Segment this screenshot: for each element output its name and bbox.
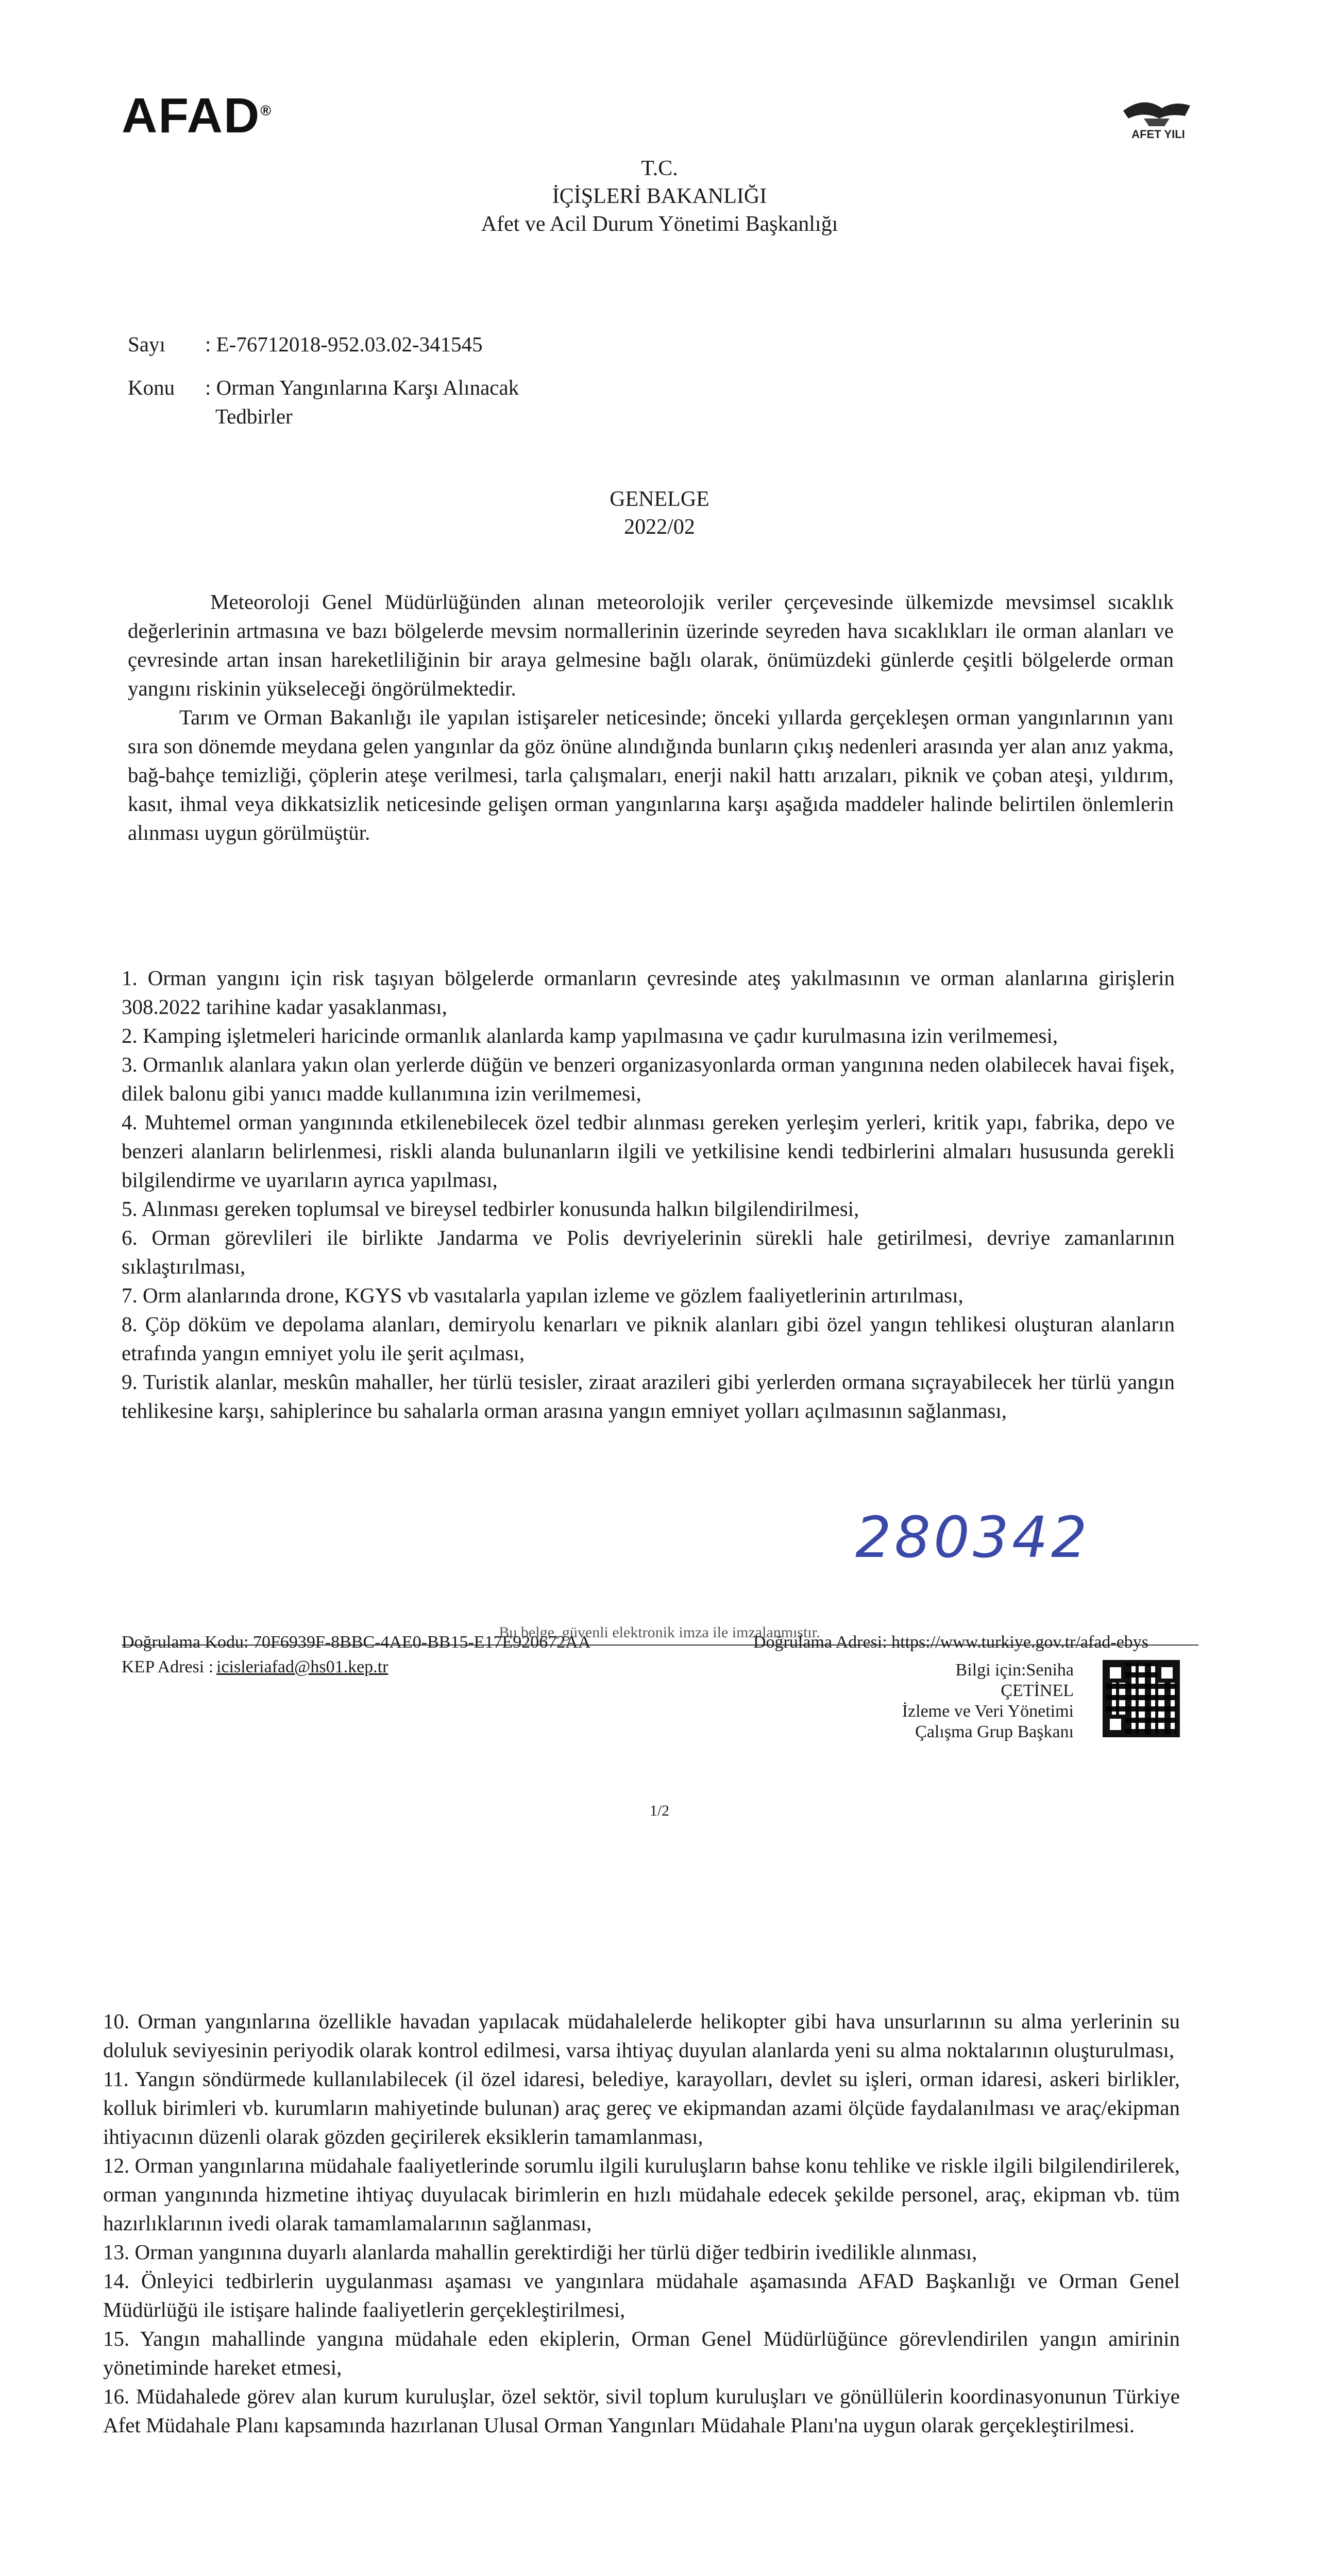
header-ministry: İÇİŞLERİ BAKANLIĞI <box>552 184 767 208</box>
afad-logo-text: AFAD <box>122 88 261 143</box>
emblem-icon <box>1113 90 1200 157</box>
list-item: 10. Orman yangınlarına özellikle havadan yapılacak müdahalelerde helikopter gibi hava unsurlarının su alma yerlerinin su doluluk seviyesinin periyodik olarak kontrol edilmesi, varsa ihtiyaç duyulan alanlarda yeni su alma noktalarının oluşturulması, <box>103 2009 1180 2062</box>
list-item: 6. Orman görevlileri ile birlikte Jandarma ve Polis devriyelerinin sürekli hale getirilmesi, devriye zamanlarının sıklaştırılması, <box>122 1226 1175 1278</box>
list-item: 11. Yangın söndürmede kullanılabilecek (il özel idaresi, belediye, karayolları, devlet su işleri, orman idaresi, askeri birlikler, kolluk birimleri vb. kurumların mahiyetinde bulunan) araç gereç ve ekipmandan azami ölçüde faydalanılması ve araç/ekipman ihtiyacının düzenli olarak gözden geçirilerek eksiklerin tamamlanması, <box>103 2067 1180 2148</box>
list-item: 13. Orman yangınına duyarlı alanlarda mahallin gerektirdiği her türlü diğer tedbirin ivedilikle alınması, <box>103 2240 977 2264</box>
header-department: Afet ve Acil Durum Yönetimi Başkanlığı <box>481 212 838 236</box>
konu-label: Konu <box>128 376 175 399</box>
list-item: 15. Yangın mahallinde yangına müdahale eden ekiplerin, Orman Genel Müdürlüğünce görevlendirilen yangın amirinin yönetiminde hareket etmesi, <box>103 2327 1180 2379</box>
intro-paragraph-1: Meteoroloji Genel Müdürlüğünden alınan meteorolojik veriler çerçevesinde ülkemizde mevsimsel sıcaklık değerlerinin artmasına ve bazı bölgelerde mevsim normallerinin üzerinde seyreden hava sıcaklıkları ile orman alanları ve çevresinde artan insan hareketliliğinin bir araya gelmesine bağlı olarak, önümüzdeki günlerde çeşitli bölgelerde orman yangını riskinin yükseleceği öngörülmektedir. <box>128 590 1174 700</box>
page-number: 1/2 <box>649 1802 670 1819</box>
konu-value-line2: Tedbirler <box>215 404 293 428</box>
contact-title: Çalışma Grup Başkanı <box>915 1722 1074 1741</box>
header-tc: T.C. <box>641 157 678 180</box>
list-item: 14. Önleyici tedbirlerin uygulanması aşaması ve yangınlara müdahale aşamasında AFAD Başkanlığı ve Orman Genel Müdürlüğü ile istişare halinde faaliyetlerin gerçekleştirilmesi, <box>103 2269 1180 2321</box>
registered-mark: ® <box>260 103 272 118</box>
kep-address-link[interactable]: icisleriafad@hs01.kep.tr <box>216 1657 388 1676</box>
list-item: 2. Kamping işletmeleri haricinde ormanlık alanlarda kamp yapılmasına ve çadır kurulmasına izin verilmemesi, <box>122 1024 1058 1047</box>
konu-value-line1: : Orman Yangınlarına Karşı Alınacak <box>205 376 519 399</box>
kep-label: KEP Adresi : <box>122 1657 214 1676</box>
list-item: 1. Orman yangını için risk taşıyan bölgelerde ormanların çevresinde ateş yakılmasının ve orman alanlarına girişlerin 308.2022 tarihine kadar yasaklanması, <box>122 966 1175 1019</box>
measures-list-page2 <box>103 2007 1180 2439</box>
afet-yili-emblem <box>1113 90 1200 157</box>
afad-logo <box>122 88 272 144</box>
sayi-label: Sayı <box>128 332 165 356</box>
list-item: 8. Çöp döküm ve depolama alanları, demiryolu kenarları ve piknik alanları gibi özel yangın tehlikesi oluşturan alanların etrafında yangın emniyet yolu ile şerit açılması, <box>122 1312 1175 1365</box>
qr-code-icon <box>1103 1660 1180 1737</box>
list-item: 3. Ormanlık alanlara yakın olan yerlerde düğün ve benzeri organizasyonlarda orman yangınına neden olabilecek havai fişek, dilek balonu gibi yanıcı madde kullanımına izin verilmemesi, <box>122 1053 1175 1105</box>
emblem-text: AFET YILI <box>1131 128 1185 141</box>
handwritten-registry-number: 280342 <box>855 1504 1090 1570</box>
list-item: 4. Muhtemel orman yangınında etkilenebilecek özel tedbir alınması gereken yerleşim yerleri, kritik yapı, fabrika, depo ve benzeri alanların belirlenmesi, riskli alanda bulunanların ilgili ve yetkilisine kendi tedbirlerini almaları hususunda gerekli bilgilendirme ve uyarıların ayrıca yapılması, <box>122 1110 1175 1192</box>
verification-url[interactable]: Doğrulama Adresi: https://www.turkiye.gov.tr/afad-ebys <box>753 1633 1149 1652</box>
genelge-title: GENELGE <box>610 487 709 511</box>
intro-paragraph-2: Tarım ve Orman Bakanlığı ile yapılan istişareler neticesinde; önceki yıllarda gerçekleşen orman yangınlarının yanı sıra son dönemde meydana gelen yangınlar da göz önüne alındığında bunların çıkış nedenleri arasında yer alan anız yakma, bağ-bahçe temizliği, çöplerin ateşe verilmesi, tarla çalışmaları, enerji nakil hattı arızaları, piknik ve çoban ateşi, yıldırım, kasıt, ihmal veya dikkatsizlik neticesinde gelişen orman yangınlarına karşı aşağıda maddeler halinde belirtilen önlemlerin alınması uygun görülmüştür. <box>128 705 1174 844</box>
sayi-value: : E-76712018-952.03.02-341545 <box>205 332 483 356</box>
list-item: 7. Orm alanlarında drone, KGYS vb vasıtalarla yapılan izleme ve gözlem faaliyetlerinin artırılması, <box>122 1283 963 1307</box>
contact-info <box>888 1660 1074 1742</box>
intro-section <box>128 587 1174 847</box>
contact-name: Bilgi için:Seniha ÇETİNEL <box>955 1660 1074 1700</box>
measures-list-page1 <box>122 963 1175 1425</box>
verification-code: Doğrulama Kodu: 70F6939F-8BBC-4AE0-BB15-E17E920672AA <box>122 1633 591 1652</box>
list-item: 5. Alınması gereken toplumsal ve bireysel tedbirler konusunda halkın bilgilendirilmesi, <box>122 1197 859 1221</box>
secure-signature-note: Bu belge, güvenli elektronik imza ile imzalanmıştır. <box>499 1624 820 1641</box>
list-item: 12. Orman yangınlarına müdahale faaliyetlerinde sorumlu ilgili kuruluşların bahse konu tehlike ve riskle ilgili bilgilendirilerek, orman yangınında hizmetine ihtiyaç duyulacak birimlerin en hızlı müdahale edecek şekilde personel, araç, ekipman vb. tüm hazırlıklarının ivedi olarak tamamlamalarının sağlanması, <box>103 2154 1180 2235</box>
contact-unit: İzleme ve Veri Yönetimi <box>902 1702 1074 1721</box>
genelge-number: 2022/02 <box>624 515 695 539</box>
list-item: 16. Müdahalede görev alan kurum kuruluşlar, özel sektör, sivil toplum kuruluşları ve gönüllülerin koordinasyonunun Türkiye Afet Müdahale Planı kapsamında hazırlanan Ulusal Orman Yangınları Müdahale Planı'na uygun olarak gerçekleştirilmesi. <box>103 2384 1180 2437</box>
list-item: 9. Turistik alanlar, meskûn mahaller, her türlü tesisler, ziraat arazileri gibi yerlerden ormana sıçrayabilecek her türlü yangın tehlikesine karşı, sahiplerince bu sahalarla orman arasına yangın emniyet yolları açılmasının sağlanması, <box>122 1370 1175 1422</box>
